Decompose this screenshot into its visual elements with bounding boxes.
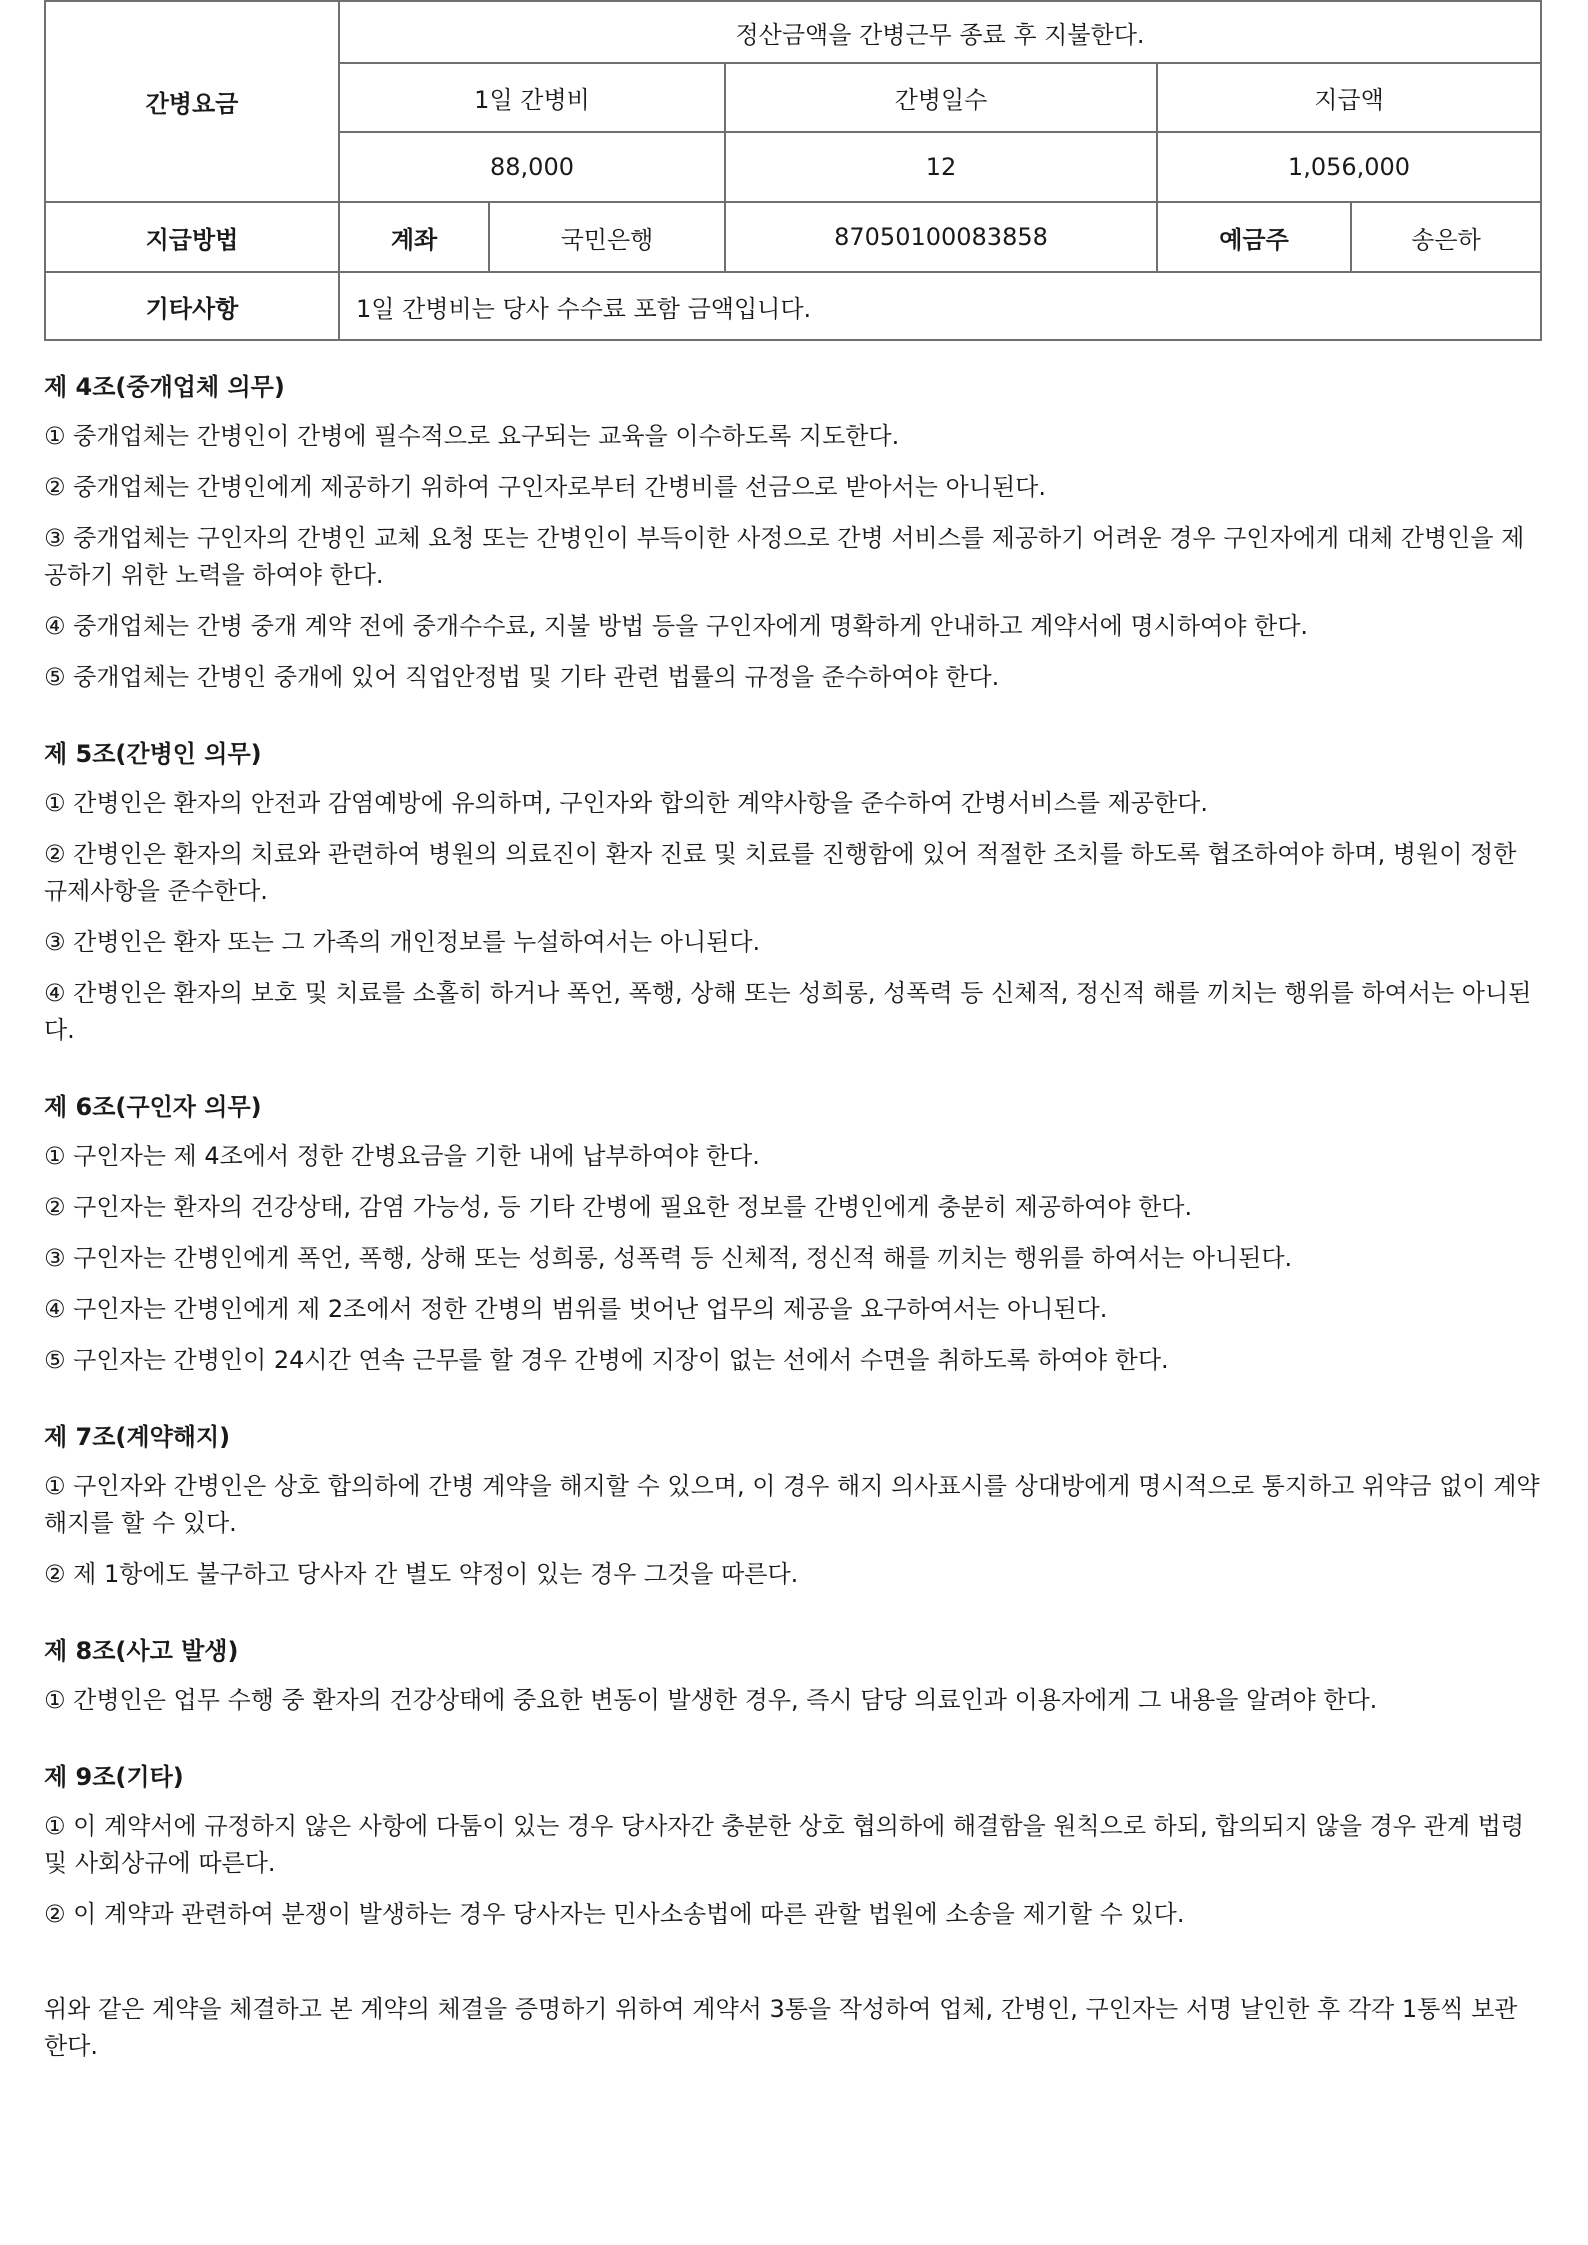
fee-label: 간병요금: [45, 1, 339, 202]
daily-fee-header: 1일 간병비: [339, 63, 725, 132]
clause: ⑤ 구인자는 간병인이 24시간 연속 근무를 할 경우 간병에 지장이 없는 선에서 수면을 취하도록 하여야 한다.: [44, 1346, 1169, 1374]
clause: ① 구인자는 제 4조에서 정한 간병요금을 기한 내에 납부하여야 한다.: [44, 1142, 760, 1170]
days-value: 12: [725, 132, 1157, 202]
article-7: [44, 1419, 1540, 1593]
method-label: 지급방법: [45, 202, 339, 272]
clause: ② 제 1항에도 불구하고 당사자 간 별도 약정이 있는 경우 그것을 따른다.: [44, 1560, 799, 1588]
clause: ① 중개업체는 간병인이 간병에 필수적으로 요구되는 교육을 이수하도록 지도한다.: [44, 422, 900, 450]
clause: ② 이 계약과 관련하여 분쟁이 발생하는 경우 당사자는 민사소송법에 따른 관할 법원에 소송을 제기할 수 있다.: [44, 1900, 1185, 1928]
clause: ② 간병인은 환자의 치료와 관련하여 병원의 의료진이 환자 진료 및 치료를 진행함에 있어 적절한 조치를 하도록 협조하여야 하며, 병원이 정한 규제사항을 준수한다.: [44, 840, 1517, 905]
article-title: 제 8조(사고 발생): [44, 1637, 239, 1665]
article-9: [44, 1759, 1540, 1933]
article-title: 제 4조(중개업체 의무): [44, 373, 285, 401]
clause: ① 간병인은 업무 수행 중 환자의 건강상태에 중요한 변동이 발생한 경우, 즉시 담당 의료인과 이용자에게 그 내용을 알려야 한다.: [44, 1686, 1378, 1714]
fee-table: [44, 0, 1542, 341]
article-6: [44, 1089, 1540, 1379]
clause: ① 구인자와 간병인은 상호 합의하에 간병 계약을 해지할 수 있으며, 이 경우 해지 의사표시를 상대방에게 명시적으로 통지하고 위약금 없이 계약해지를 할 수 있다.: [44, 1472, 1540, 1537]
amount-header: 지급액: [1157, 63, 1541, 132]
days-header: 간병일수: [725, 63, 1157, 132]
etc-label: 기타사항: [45, 272, 339, 340]
closing-statement: 위와 같은 계약을 체결하고 본 계약의 체결을 증명하기 위하여 계약서 3통을 작성하여 업체, 간병인, 구인자는 서명 날인한 후 각각 1통씩 보관한다.: [44, 1995, 1518, 2060]
clause: ① 이 계약서에 규정하지 않은 사항에 다툼이 있는 경우 당사자간 충분한 상호 협의하에 해결함을 원칙으로 하되, 합의되지 않을 경우 관계 법령 및 사회상규에 따른다.: [44, 1812, 1525, 1877]
article-title: 제 9조(기타): [44, 1763, 184, 1791]
article-5: [44, 736, 1540, 1049]
daily-fee-value: 88,000: [339, 132, 725, 202]
amount-value: 1,056,000: [1157, 132, 1541, 202]
account-label: 계좌: [339, 202, 489, 272]
payment-note: 정산금액을 간병근무 종료 후 지불한다.: [339, 1, 1541, 63]
bank-name: 국민은행: [489, 202, 725, 272]
clause: ④ 구인자는 간병인에게 제 2조에서 정한 간병의 범위를 벗어난 업무의 제공을 요구하여서는 아니된다.: [44, 1295, 1108, 1323]
article-title: 제 5조(간병인 의무): [44, 740, 262, 768]
article-title: 제 7조(계약해지): [44, 1423, 231, 1451]
clause: ④ 간병인은 환자의 보호 및 치료를 소홀히 하거나 폭언, 폭행, 상해 또는 성희롱, 성폭력 등 신체적, 정신적 해를 끼치는 행위를 하여서는 아니된다.: [44, 979, 1532, 1044]
clause: ② 중개업체는 간병인에게 제공하기 위하여 구인자로부터 간병비를 선금으로 받아서는 아니된다.: [44, 473, 1046, 501]
holder-name: 송은하: [1351, 202, 1541, 272]
article-title: 제 6조(구인자 의무): [44, 1093, 262, 1121]
account-number: 87050100083858: [725, 202, 1157, 272]
clause: ③ 구인자는 간병인에게 폭언, 폭행, 상해 또는 성희롱, 성폭력 등 신체적, 정신적 해를 끼치는 행위를 하여서는 아니된다.: [44, 1244, 1293, 1272]
clause: ① 간병인은 환자의 안전과 감염예방에 유의하며, 구인자와 합의한 계약사항을 준수하여 간병서비스를 제공한다.: [44, 789, 1208, 817]
contract-body: [44, 369, 1540, 2065]
contract-page: [44, 0, 1540, 2065]
clause: ③ 간병인은 환자 또는 그 가족의 개인정보를 누설하여서는 아니된다.: [44, 928, 761, 956]
article-4: [44, 369, 1540, 696]
clause: ② 구인자는 환자의 건강상태, 감염 가능성, 등 기타 간병에 필요한 정보를 간병인에게 충분히 제공하여야 한다.: [44, 1193, 1193, 1221]
clause: ③ 중개업체는 구인자의 간병인 교체 요청 또는 간병인이 부득이한 사정으로 간병 서비스를 제공하기 어려운 경우 구인자에게 대체 간병인을 제공하기 위한 노력을 하여야 한다.: [44, 524, 1525, 589]
article-8: [44, 1633, 1540, 1719]
holder-label: 예금주: [1157, 202, 1351, 272]
etc-text: 1일 간병비는 당사 수수료 포함 금액입니다.: [339, 272, 1541, 340]
clause: ④ 중개업체는 간병 중개 계약 전에 중개수수료, 지불 방법 등을 구인자에게 명확하게 안내하고 계약서에 명시하여야 한다.: [44, 612, 1309, 640]
clause: ⑤ 중개업체는 간병인 중개에 있어 직업안정법 및 기타 관련 법률의 규정을 준수하여야 한다.: [44, 663, 1000, 691]
